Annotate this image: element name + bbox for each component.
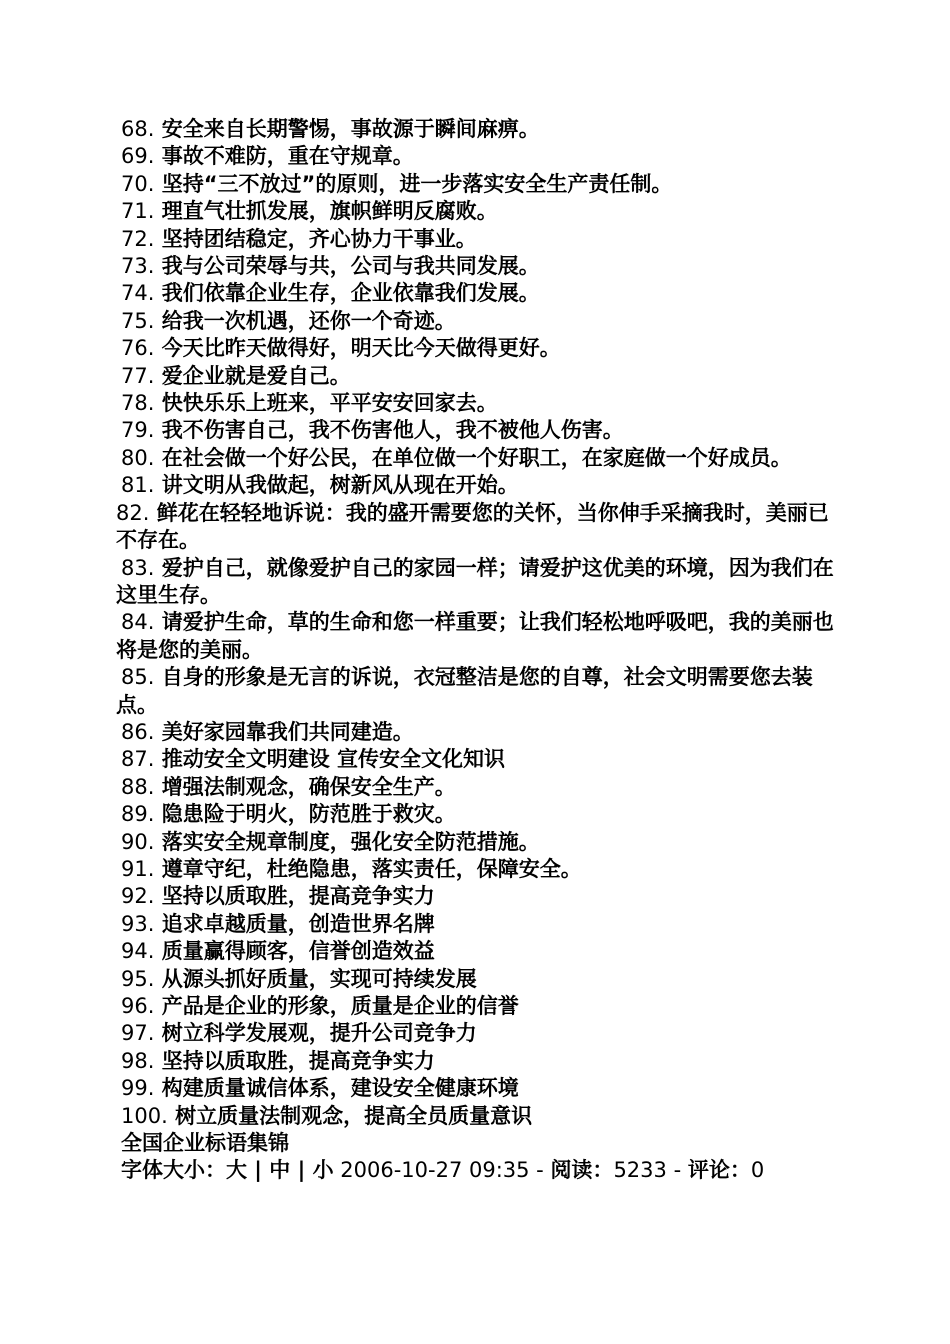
list-item: 93. 追求卓越质量，创造世界名牌 (121, 911, 435, 936)
list-item: 88. 增强法制观念，确保安全生产。 (121, 774, 456, 799)
reads-count: 5233 (613, 1158, 667, 1183)
list-item: 89. 隐患险于明火，防范胜于救灾。 (121, 802, 456, 827)
font-size-large-link[interactable]: 大 (226, 1158, 247, 1183)
list-item: 72. 坚持团结稳定，齐心协力干事业。 (121, 226, 477, 251)
list-item: 77. 爱企业就是爱自己。 (121, 363, 351, 388)
list-item: 71. 理直气壮抓发展，旗帜鲜明反腐败。 (121, 199, 498, 224)
list-item: 75. 给我一次机遇，还你一个奇迹。 (121, 308, 456, 333)
reads-label: 阅读： (550, 1158, 614, 1183)
list-item: 69. 事故不难防，重在守规章。 (121, 144, 414, 169)
font-size-medium-link[interactable]: 中 (269, 1158, 291, 1183)
list-item: 78. 快快乐乐上班来，平平安安回家去。 (121, 391, 498, 416)
list-item: 98. 坚持以质取胜，提高竞争实力 (121, 1048, 435, 1073)
list-item: 96. 产品是企业的形象，质量是企业的信誉 (121, 994, 519, 1018)
list-item: 94. 质量赢得顾客，信誉创造效益 (121, 939, 435, 964)
comments-count: 0 (750, 1158, 765, 1183)
list-item: 74. 我们依靠企业生存，企业依靠我们发展。 (121, 281, 540, 306)
list-item: 85. 自身的形象是无言的诉说，衣冠整洁是您的自尊，社会文明需要您去装点。 (116, 665, 813, 717)
list-item: 79. 我不伤害自己，我不伤害他人，我不被他人伤害。 (121, 418, 624, 443)
font-size-label: 字体大小： (121, 1158, 226, 1183)
comments-label: 评论： (687, 1158, 751, 1183)
list-item: 87. 推动安全文明建设 宣传安全文化知识 (121, 747, 506, 772)
list-item: 100. 树立质量法制观念，提高全员质量意识 (121, 1103, 533, 1128)
list-item: 90. 落实安全规章制度，强化安全防范措施。 (121, 829, 540, 854)
article-meta: 字体大小：大 | 中 | 小 2006-10-27 09:35 - 阅读：5233 - 评论：0 (121, 1158, 765, 1183)
font-size-small-link[interactable]: 小 (312, 1158, 334, 1183)
list-item: 95. 从源头抓好质量，实现可持续发展 (121, 966, 477, 991)
list-item: 92. 坚持以质取胜，提高竞争实力 (121, 884, 435, 909)
list-item: 99. 构建质量诚信体系，建设安全健康环境 (121, 1076, 519, 1101)
list-item: 82. 鲜花在轻轻地诉说：我的盛开需要您的关怀，当你伸手采摘我时，美丽已不存在。 (116, 500, 829, 553)
list-item: 97. 树立科学发展观，提升公司竞争力 (121, 1021, 477, 1046)
list-item: 68. 安全来自长期警惕，事故源于瞬间麻痹。 (121, 117, 540, 141)
list-item: 84. 请爱护生命，草的生命和您一样重要；让我们轻松地呼吸吧，我的美丽也将是您的美丽。 (116, 610, 834, 662)
post-datetime: 2006-10-27 09:35 - (333, 1158, 551, 1183)
slogan-list (116, 116, 840, 1185)
list-item: 91. 遵章守纪，杜绝隐患，落实责任，保障安全。 (121, 856, 582, 881)
list-item: 83. 爱护自己，就像爱护自己的家园一样；请爱护这优美的环境，因为我们在这里生存。 (116, 555, 834, 607)
list-item: 73. 我与公司荣辱与共，公司与我共同发展。 (121, 254, 540, 279)
list-item: 76. 今天比昨天做得好，明天比今天做得更好。 (121, 336, 561, 361)
article-title: 全国企业标语集锦 (121, 1131, 289, 1156)
list-item: 81. 讲文明从我做起，树新风从现在开始。 (121, 473, 519, 498)
list-item: 70. 坚持“三不放过”的原则，进一步落实安全生产责任制。 (121, 171, 673, 196)
list-item: 80. 在社会做一个好公民，在单位做一个好职工，在家庭做一个好成员。 (121, 445, 792, 470)
list-item: 86. 美好家园靠我们共同建造。 (121, 719, 414, 744)
